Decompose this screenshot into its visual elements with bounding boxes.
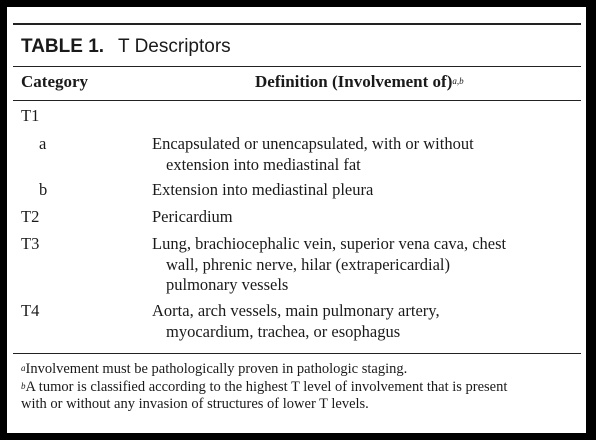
footnote-a-text: Involvement must be pathologically proven in pathologic staging. — [25, 361, 408, 377]
row-t1a-definition-line1: Encapsulated or unencapsulated, with or without — [152, 134, 474, 153]
header-definition-label: Definition (Involvement of) — [255, 72, 453, 91]
row-t2-category: T2 — [21, 207, 40, 226]
row-t1b-definition: Extension into mediastinal pleura — [152, 180, 374, 199]
footnote-b-mark: b — [21, 381, 26, 391]
row-t4-definition-line1: Aorta, arch vessels, main pulmonary artery, — [152, 301, 440, 320]
row-t1a-category: a — [39, 134, 47, 153]
footnote-a-mark: a — [21, 363, 26, 373]
row-t3-category: T3 — [21, 234, 40, 253]
footnote-b-continuation: with or without any invasion of structures of lower T levels. — [21, 396, 369, 412]
row-t3-definition-line3: pulmonary vessels — [166, 275, 289, 294]
row-t1b-category: b — [39, 180, 48, 199]
footnote-a — [21, 361, 581, 378]
row-t3-definition — [152, 234, 572, 296]
top-rule — [13, 23, 581, 25]
row-t3-definition-line1: Lung, brachiocephalic vein, superior vena cava, chest — [152, 234, 507, 253]
header-footnote-marks: a,b — [452, 76, 464, 86]
header-definition — [255, 71, 464, 93]
row-t4-definition-line2: myocardium, trachea, or esophagus — [166, 321, 401, 341]
row-t1a-definition-line2: extension into mediastinal fat — [166, 154, 361, 174]
table-title: T Descriptors — [118, 36, 231, 57]
header-category: Category — [21, 72, 89, 91]
row-t4-category: T4 — [21, 301, 40, 320]
table-page — [7, 7, 586, 433]
row-t2-definition: Pericardium — [152, 207, 233, 226]
header-rule — [13, 100, 581, 101]
caption-rule — [13, 66, 581, 67]
row-t1a-definition — [152, 134, 572, 175]
footnote-b — [21, 379, 581, 396]
body-end-rule — [13, 353, 581, 354]
row-t1-category: T1 — [21, 106, 40, 125]
row-t3-definition-line2: wall, phrenic nerve, hilar (extrapericardial) — [166, 254, 451, 274]
table-caption — [21, 36, 231, 58]
table-number: TABLE 1. — [21, 36, 105, 57]
row-t4-definition — [152, 301, 572, 342]
footnote-b-text-line1: A tumor is classified according to the highest T level of involvement that is present — [25, 379, 508, 395]
